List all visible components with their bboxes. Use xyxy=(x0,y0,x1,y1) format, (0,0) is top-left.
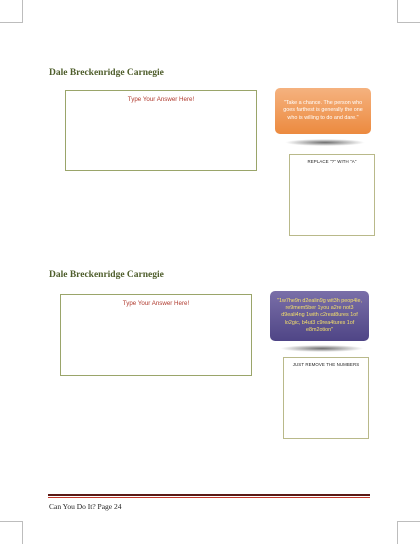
hint-box-1 xyxy=(289,154,375,236)
quote-callout-1: "Take a chance. The person who goes farthest is generally the one who is willing to do and dare." xyxy=(275,88,371,134)
quote-shadow-2 xyxy=(280,345,364,352)
footer-page-label: Can You Do It? Page 24 xyxy=(49,502,122,511)
crop-mark-bottom-right xyxy=(397,521,420,544)
hint-text-2: JUST REMOVE THE NUMBERS xyxy=(292,362,360,367)
answer-box-2[interactable] xyxy=(60,294,252,376)
quote-shadow-1 xyxy=(285,139,365,146)
crop-mark-top-left xyxy=(0,0,23,23)
hint-text-1: REPLACE "?" WITH "A" xyxy=(307,159,357,164)
answer-placeholder-2: Type Your Answer Here! xyxy=(122,300,190,307)
crop-mark-bottom-left xyxy=(0,521,23,544)
quote-callout-2: "1w7he9n d2ealin9g wit3h peop4le, re9mem5ber 1you a2re not3 d9eali4ng 1with c2reat8ures 1of lo2gic, b4ut3 c9rea4tures 1of e8m2otion" xyxy=(270,291,369,341)
footer-rule-dark xyxy=(48,494,370,496)
answer-placeholder-1: Type Your Answer Here! xyxy=(127,96,195,103)
section-1-heading: Dale Breckenridge Carnegie xyxy=(49,68,164,78)
crop-mark-top-right xyxy=(397,0,420,23)
hint-box-2 xyxy=(283,357,369,439)
answer-box-1[interactable] xyxy=(65,90,257,171)
section-2-heading: Dale Breckenridge Carnegie xyxy=(49,270,164,280)
footer-rule-red xyxy=(48,497,370,498)
